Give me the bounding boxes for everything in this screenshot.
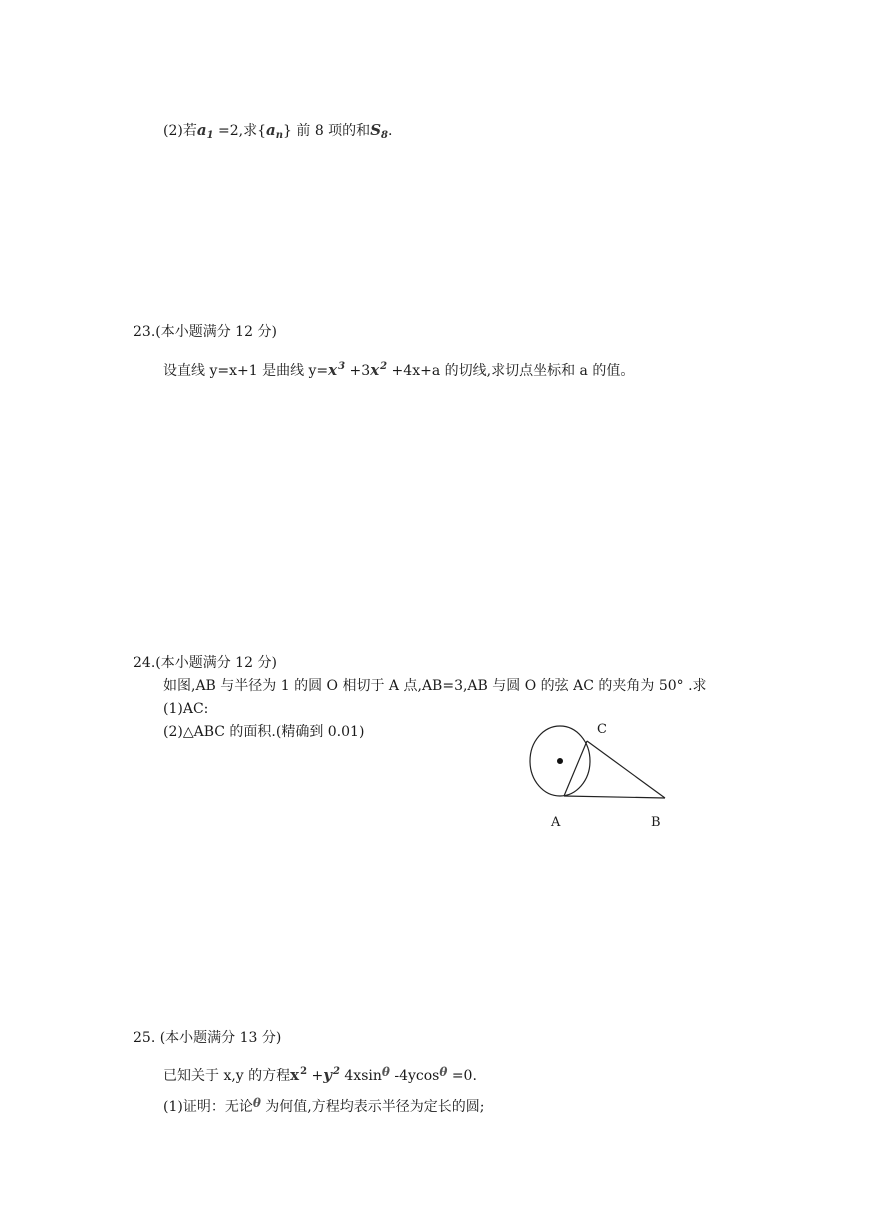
q23-plus3: +3	[345, 363, 371, 379]
q23-text1: 设直线 y=x+1 是曲线 y=	[163, 363, 329, 379]
an-symbol: $a_n$	[266, 121, 284, 141]
q22-part2-prefix: (2)若	[163, 123, 197, 139]
theta-1: θ	[381, 1065, 390, 1079]
tangent-ab	[564, 796, 665, 798]
q24-part1: (1)AC:	[163, 701, 209, 717]
q24-line1: 如图,AB 与半径为 1 的圆 O 相切于 A 点,AB=3,AB 与圆 O 的弦 AC 的夹角为 50° .求	[163, 678, 707, 694]
label-a: A	[551, 815, 561, 830]
q25-part1-prefix: (1)证明：无论	[163, 1099, 253, 1115]
q22-part2-end: .	[388, 123, 393, 139]
q23-text	[163, 361, 634, 382]
q25-eq-end: =0.	[447, 1068, 477, 1084]
chord-ac	[564, 741, 587, 796]
x-cubed: $x^3$	[328, 361, 346, 379]
q23-header: 23.(本小题满分 12 分)	[133, 324, 277, 340]
label-b: B	[651, 815, 661, 830]
q23-text2: +4x+a 的切线,求切点坐标和 a 的值。	[387, 363, 635, 379]
q22-part2	[163, 121, 392, 142]
q22-part2-mid2: } 前 8 项的和	[283, 123, 371, 139]
q25-part1	[163, 1098, 484, 1116]
q25-eq-mid: 4xsin	[339, 1068, 382, 1084]
y-squared: $y^2$	[323, 1066, 340, 1084]
q24-header: 24.(本小题满分 12 分)	[133, 655, 277, 671]
theta-3: θ	[252, 1096, 261, 1110]
theta-2: θ	[439, 1065, 448, 1079]
q25-plus: +	[307, 1068, 324, 1084]
q25-eq-prefix: 已知关于 x,y 的方程	[163, 1068, 291, 1084]
label-c: C	[597, 722, 607, 737]
q25-eq-mid2: -4ycos	[389, 1068, 440, 1084]
q25-part1-suffix: 为何值,方程均表示半径为定长的圆;	[260, 1099, 485, 1115]
x-squared: $x^2$	[370, 361, 388, 379]
q22-part2-mid1: =2,求{	[213, 123, 266, 139]
q25-header: 25. (本小题满分 13 分)	[133, 1030, 282, 1046]
center-point	[557, 758, 563, 764]
x-squared-2: $x^2$	[290, 1066, 308, 1084]
a1-symbol: $a_1$	[196, 121, 214, 141]
q25-equation	[163, 1066, 477, 1087]
q24-part2: (2)△ABC 的面积.(精确到 0.01)	[163, 724, 365, 740]
segment-cb	[587, 741, 665, 798]
s8-symbol: $S_8$	[370, 121, 388, 141]
